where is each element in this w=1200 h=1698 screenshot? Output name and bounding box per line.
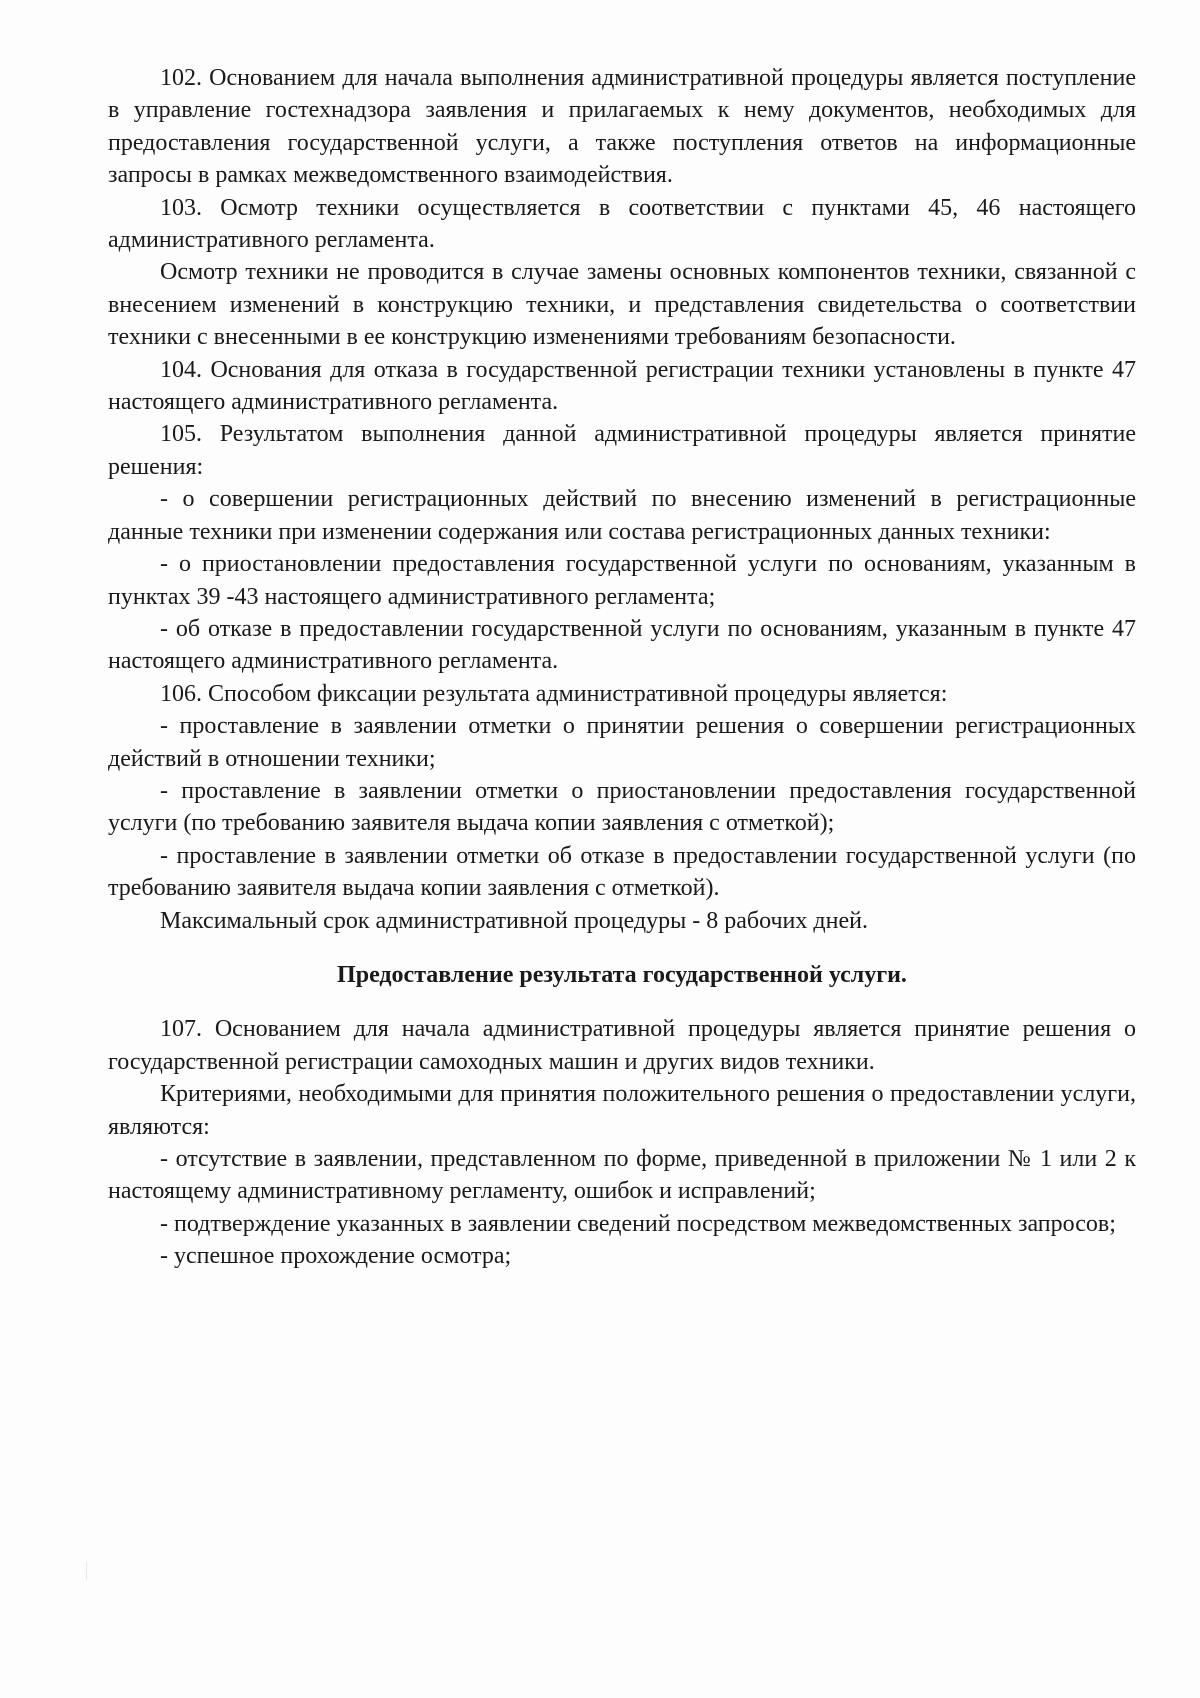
paragraph-102: 102. Основанием для начала выполнения административной процедуры является поступление в управление гостехнадзора заявления и прилагаемых к нему документов, необходимых для предоставления государственной услуги, а также поступления ответов на информационные запросы в рамках межведомственного взаимодействия. bbox=[108, 65, 1136, 189]
section-heading: Предоставление результата государственной услуги. bbox=[337, 961, 907, 988]
paragraph-106: 106. Способом фиксации результата административной процедуры является: bbox=[160, 680, 948, 707]
list-item-inspection-passed: - успешное прохождение осмотра; bbox=[160, 1243, 512, 1270]
list-item-mark-refusal: - проставление в заявлении отметки об отказе в предоставлении государственной услуги (по требованию заявителя выдача копии заявления с отметкой). bbox=[108, 842, 1136, 902]
list-item-no-errors: - отсутствие в заявлении, представленном по форме, приведенной в приложении № 1 или 2 к настоящему административному регламенту, ошибок и исправлений; bbox=[108, 1146, 1136, 1205]
paragraph-104: 104. Основания для отказа в государственной регистрации техники установлены в пункте 47 настоящего административного регламента. bbox=[108, 356, 1136, 416]
document-body bbox=[108, 62, 1136, 1273]
paragraph-inspection-exception: Осмотр техники не проводится в случае замены основных компонентов техники, связанной с внесением изменений в конструкцию техники, и представления свидетельства о соответствии техники с внесенными в ее конструкцию изменениями требованиям безопасности. bbox=[108, 259, 1136, 351]
list-item-mark-decision: - проставление в заявлении отметки о принятии решения о совершении регистрационных действий в отношении техники; bbox=[108, 713, 1136, 772]
paragraph-107: 107. Основанием для начала административной процедуры является принятие решения о государственной регистрации самоходных машин и других видов техники. bbox=[108, 1016, 1136, 1075]
paragraph-105: 105. Результатом выполнения данной административной процедуры является принятие решения: bbox=[108, 421, 1136, 480]
list-item-confirmation: - подтверждение указанных в заявлении сведений посредством межведомственных запросов; bbox=[160, 1210, 1116, 1237]
list-item-refusal: - об отказе в предоставлении государственной услуги по основаниям, указанным в пункте 47 настоящего административного регламента. bbox=[108, 615, 1136, 675]
list-item-mark-suspension: - проставление в заявлении отметки о приостановлении предоставления государственной услуги (по требованию заявителя выдача копии заявления с отметкой); bbox=[108, 777, 1136, 837]
list-item-registration-changes: - о совершении регистрационных действий по внесению изменений в регистрационные данные техники при изменении содержания или состава регистрационных данных техники: bbox=[108, 486, 1136, 545]
paragraph-max-term: Максимальный срок административной процедуры - 8 рабочих дней. bbox=[160, 907, 868, 934]
paragraph-103: 103. Осмотр техники осуществляется в соответствии с пунктами 45, 46 настоящего административного регламента. bbox=[108, 194, 1136, 254]
list-item-suspension: - о приостановлении предоставления государственной услуги по основаниям, указанным в пунктах 39 -43 настоящего административного регламента; bbox=[108, 551, 1136, 610]
scan-artifact bbox=[86, 1562, 87, 1580]
paragraph-criteria: Критериями, необходимыми для принятия положительного решения о предоставлении услуги, являются: bbox=[108, 1081, 1136, 1140]
